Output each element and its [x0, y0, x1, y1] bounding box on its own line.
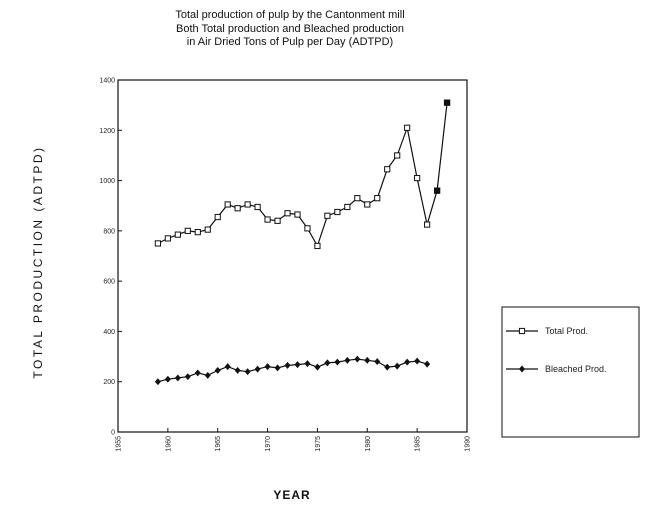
data-point — [305, 226, 310, 231]
x-tick-label: 1975 — [314, 436, 322, 452]
y-axis-label: TOTAL PRODUCTION (ADTPD) — [31, 145, 45, 379]
y-tick-label: 600 — [103, 278, 115, 286]
data-point — [415, 358, 420, 364]
x-axis-label: YEAR — [273, 488, 311, 502]
y-tick-label: 0 — [111, 429, 115, 437]
data-point — [215, 214, 220, 219]
data-point — [225, 202, 230, 207]
data-point — [325, 360, 330, 366]
data-point — [425, 222, 430, 227]
data-point — [175, 232, 180, 237]
data-point — [325, 213, 330, 218]
data-point — [345, 204, 350, 209]
chart-title-line-2: Both Total production and Bleached production — [176, 22, 404, 35]
data-point — [175, 375, 180, 381]
x-tick-label: 1980 — [364, 436, 372, 452]
data-point — [165, 236, 170, 241]
chart-title-line-3: in Air Dried Tons of Pulp per Day (ADTPD) — [186, 36, 394, 48]
legend-label: Total Prod. — [545, 326, 589, 336]
data-point — [155, 241, 160, 246]
data-point — [315, 364, 320, 370]
data-point — [185, 228, 190, 233]
data-point — [195, 230, 200, 235]
data-point — [395, 363, 400, 369]
x-tick-label: 1955 — [115, 436, 123, 452]
chart-title-line-1: Total production of pulp by the Cantonment mill — [175, 9, 405, 21]
data-point — [265, 217, 270, 222]
x-tick-label: 1965 — [215, 436, 223, 452]
data-point — [185, 374, 190, 380]
data-point — [245, 369, 250, 375]
data-point — [425, 361, 430, 367]
y-tick-label: 400 — [103, 328, 115, 336]
data-point — [235, 367, 240, 373]
data-point — [195, 370, 200, 376]
y-tick-label: 800 — [103, 228, 115, 236]
data-point — [205, 227, 210, 232]
y-tick-label: 200 — [103, 379, 115, 387]
data-point — [415, 175, 420, 180]
data-point — [355, 356, 360, 362]
data-point — [235, 206, 240, 211]
data-point — [315, 243, 320, 248]
legend — [502, 307, 639, 437]
series-line — [158, 103, 447, 246]
data-point — [275, 218, 280, 223]
data-point — [225, 364, 230, 370]
x-tick-label: 1985 — [414, 436, 422, 452]
x-tick-label: 1990 — [464, 436, 472, 452]
x-tick-label: 1960 — [165, 436, 173, 452]
data-point — [335, 359, 340, 365]
data-point — [285, 362, 290, 368]
data-point — [265, 364, 270, 370]
data-point — [255, 204, 260, 209]
y-tick-label: 1200 — [99, 127, 115, 135]
data-point — [375, 359, 380, 365]
data-point — [375, 196, 380, 201]
data-point — [215, 367, 220, 373]
data-point — [155, 379, 160, 385]
data-point — [245, 202, 250, 207]
series-total — [155, 100, 449, 249]
data-point — [255, 366, 260, 372]
data-point — [405, 125, 410, 130]
data-point — [365, 357, 370, 363]
data-point — [165, 376, 170, 382]
data-point — [305, 361, 310, 367]
data-point — [295, 362, 300, 368]
legend-label: Bleached Prod. — [545, 364, 607, 374]
data-point — [345, 357, 350, 363]
series-bleached — [155, 356, 429, 385]
data-point — [295, 212, 300, 217]
data-point — [519, 328, 524, 333]
data-point — [385, 167, 390, 172]
data-point — [385, 364, 390, 370]
data-point — [335, 209, 340, 214]
data-point — [275, 365, 280, 371]
x-tick-label: 1970 — [265, 436, 273, 452]
data-point-filled — [434, 188, 439, 193]
y-tick-label: 1000 — [99, 178, 115, 186]
data-point — [405, 359, 410, 365]
data-point — [285, 211, 290, 216]
y-tick-label: 1400 — [99, 77, 115, 85]
data-point — [205, 372, 210, 378]
y-axis — [99, 78, 122, 437]
series-layer — [155, 100, 449, 385]
data-point-filled — [444, 100, 449, 105]
data-point — [365, 202, 370, 207]
data-point — [395, 153, 400, 158]
data-point — [355, 196, 360, 201]
